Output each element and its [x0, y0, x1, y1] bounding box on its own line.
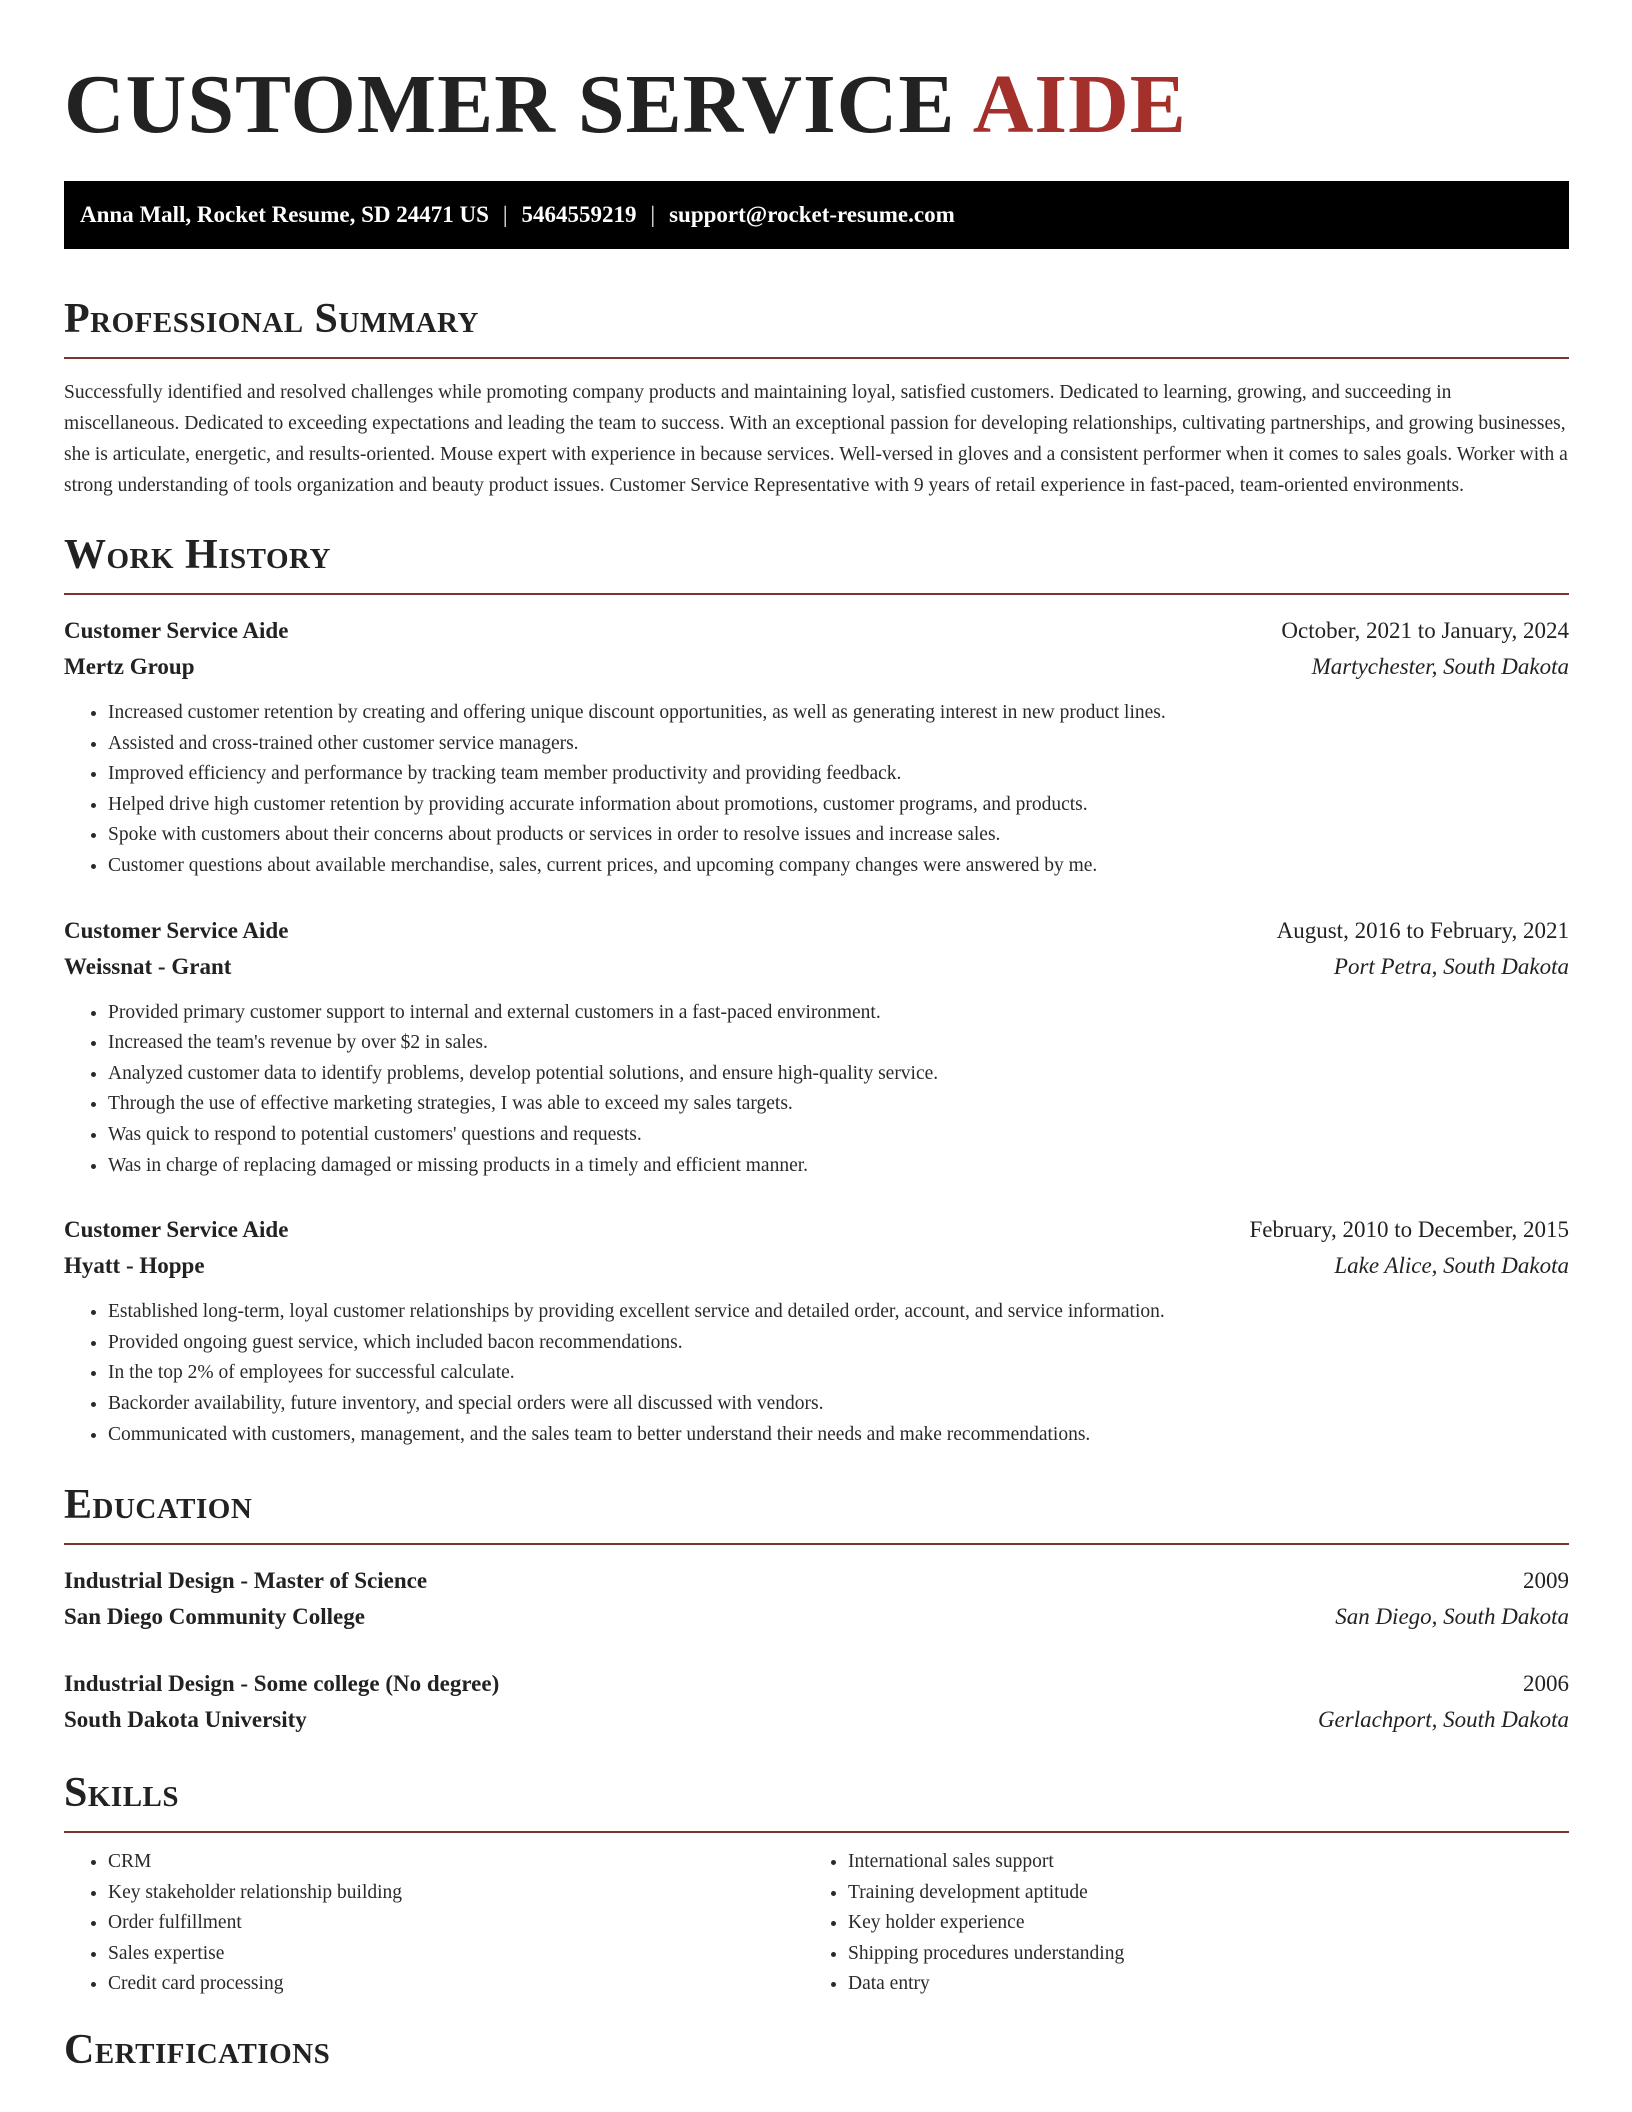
education-section	[64, 1481, 1569, 1738]
education-degree: Industrial Design - Master of Science	[64, 1568, 428, 1594]
job-location: Lake Alice, South Dakota	[1334, 1253, 1569, 1279]
skill-item: • Shipping procedures understanding	[848, 1939, 1544, 1970]
education-school-row	[64, 1702, 1569, 1738]
job-bullet: • Was quick to respond to potential customers' questions and requests.	[108, 1120, 1569, 1151]
job-company-row	[64, 1248, 1569, 1284]
certifications-section	[64, 2026, 1569, 2088]
contact-email[interactable]: support@rocket-resume.com	[669, 202, 955, 227]
job-location: Port Petra, South Dakota	[1333, 953, 1569, 979]
skill-item: • CRM	[108, 1847, 804, 1878]
education-year: 2009	[1523, 1568, 1569, 1594]
education-year: 2006	[1523, 1671, 1569, 1697]
education-entry	[64, 1563, 1569, 1635]
education-degree: Industrial Design - Some college (No degree)	[64, 1671, 500, 1697]
job-location: Martychester, South Dakota	[1311, 654, 1569, 679]
job-header-row	[64, 1212, 1569, 1248]
job-bullets	[64, 1297, 1569, 1450]
skills-column-right	[804, 1847, 1544, 2000]
contact-separator: |	[650, 202, 656, 227]
job-bullet: • Backorder availability, future inventory, and special orders were all discussed with vendors.	[108, 1389, 1569, 1420]
education-entry	[64, 1666, 1569, 1738]
job-company-row	[64, 949, 1569, 985]
job-dates: October, 2021 to January, 2024	[1281, 618, 1569, 643]
education-school-row	[64, 1599, 1569, 1635]
job-bullet: • Increased customer retention by creating and offering unique discount opportunities, as well as generating interest in new product lines.	[108, 698, 1569, 729]
job-entry	[64, 1212, 1569, 1450]
education-degree-row	[64, 1563, 1569, 1599]
summary-text: Successfully identified and resolved challenges while promoting company products and maintaining loyal, satisfied customers. Dedicated to learning, growing, and succeeding in miscellaneous. Dedicated to exceeding expectations and leading the team to success. With an exceptional passion for developing relationships, cultivating partnerships, and growing businesses, she is articulate, energetic, and results-oriented. Mouse expert with experience in because services. Well-versed in gloves and a consistent performer when it comes to sales goals. Worker with a strong understanding of tools organization and beauty product issues. Customer Service Representative with 9 years of retail experience in fast-paced, team-oriented environments.	[64, 382, 1568, 496]
section-heading: Professional Summary	[64, 295, 1569, 359]
job-company: Weissnat - Grant	[64, 953, 232, 979]
job-entry	[64, 613, 1569, 882]
skill-item: • Credit card processing	[108, 1969, 804, 2000]
job-bullet: • Helped drive high customer retention by providing accurate information about promotions, customer programs, and products.	[108, 790, 1569, 821]
job-bullet: • Provided ongoing guest service, which included bacon recommendations.	[108, 1328, 1569, 1359]
job-bullet: • Spoke with customers about their concerns about products or services in order to resolve issues and increase sales.	[108, 820, 1569, 851]
contact-address: Anna Mall, Rocket Resume, SD 24471 US	[80, 202, 489, 227]
job-bullets	[64, 698, 1569, 882]
skill-item: • Training development aptitude	[848, 1878, 1544, 1909]
resume-page	[64, 0, 1569, 2088]
title-accent: AIDE	[972, 58, 1187, 151]
skill-item: • International sales support	[848, 1847, 1544, 1878]
job-header-row	[64, 613, 1569, 649]
section-heading: Work History	[64, 531, 1569, 595]
job-bullet: • Improved efficiency and performance by tracking team member productivity and providing feedback.	[108, 759, 1569, 790]
education-school: South Dakota University	[64, 1707, 307, 1733]
job-bullet: • Was in charge of replacing damaged or missing products in a timely and efficient manner.	[108, 1151, 1569, 1182]
job-bullet: • Assisted and cross-trained other customer service managers.	[108, 729, 1569, 760]
skill-item: • Sales expertise	[108, 1939, 804, 1970]
contact-separator: |	[502, 202, 508, 227]
section-heading: Education	[64, 1481, 1569, 1545]
job-dates: August, 2016 to February, 2021	[1276, 917, 1569, 943]
job-title: Customer Service Aide	[64, 618, 289, 643]
job-bullet: • Customer questions about available merchandise, sales, current prices, and upcoming company changes were answered by me.	[108, 851, 1569, 882]
job-bullet: • Analyzed customer data to identify problems, develop potential solutions, and ensure high-quality service.	[108, 1059, 1569, 1090]
job-bullet: • Established long-term, loyal customer relationships by providing excellent service and detailed order, account, and service information.	[108, 1297, 1569, 1328]
job-bullet: • Increased the team's revenue by over $2 in sales.	[108, 1028, 1569, 1059]
section-heading: Certifications	[64, 2027, 331, 2074]
skill-item: • Key stakeholder relationship building	[108, 1878, 804, 1909]
job-company: Hyatt - Hoppe	[64, 1253, 205, 1279]
job-dates: February, 2010 to December, 2015	[1249, 1217, 1569, 1243]
resume-title	[64, 58, 1569, 152]
skill-item: • Order fulfillment	[108, 1908, 804, 1939]
job-company-row	[64, 649, 1569, 685]
education-location: Gerlachport, South Dakota	[1317, 1707, 1569, 1733]
job-bullet: • Provided primary customer support to internal and external customers in a fast-paced environment.	[108, 998, 1569, 1029]
education-school: San Diego Community College	[64, 1604, 365, 1630]
job-company: Mertz Group	[64, 654, 195, 679]
skills-column-left	[64, 1847, 804, 2000]
job-entry	[64, 913, 1569, 1182]
education-degree-row	[64, 1666, 1569, 1702]
job-bullets	[64, 998, 1569, 1182]
job-title: Customer Service Aide	[64, 917, 289, 943]
section-heading: Skills	[64, 1769, 1569, 1833]
job-bullet: • In the top 2% of employees for successful calculate.	[108, 1358, 1569, 1389]
job-header-row	[64, 913, 1569, 949]
professional-summary-section	[64, 295, 1569, 501]
work-history-section	[64, 531, 1569, 1450]
title-main: CUSTOMER SERVICE	[64, 58, 956, 151]
contact-bar	[64, 181, 1569, 249]
skill-item: • Data entry	[848, 1969, 1544, 2000]
contact-phone: 5464559219	[521, 202, 637, 227]
skills-section	[64, 1769, 1569, 2000]
skills-grid	[64, 1847, 1569, 2000]
job-bullet: • Through the use of effective marketing strategies, I was able to exceed my sales targets.	[108, 1089, 1569, 1120]
job-bullet: • Communicated with customers, management, and the sales team to better understand their needs and make recommendations.	[108, 1420, 1569, 1451]
education-location: San Diego, South Dakota	[1335, 1604, 1569, 1630]
job-title: Customer Service Aide	[64, 1217, 289, 1243]
skill-item: • Key holder experience	[848, 1908, 1544, 1939]
